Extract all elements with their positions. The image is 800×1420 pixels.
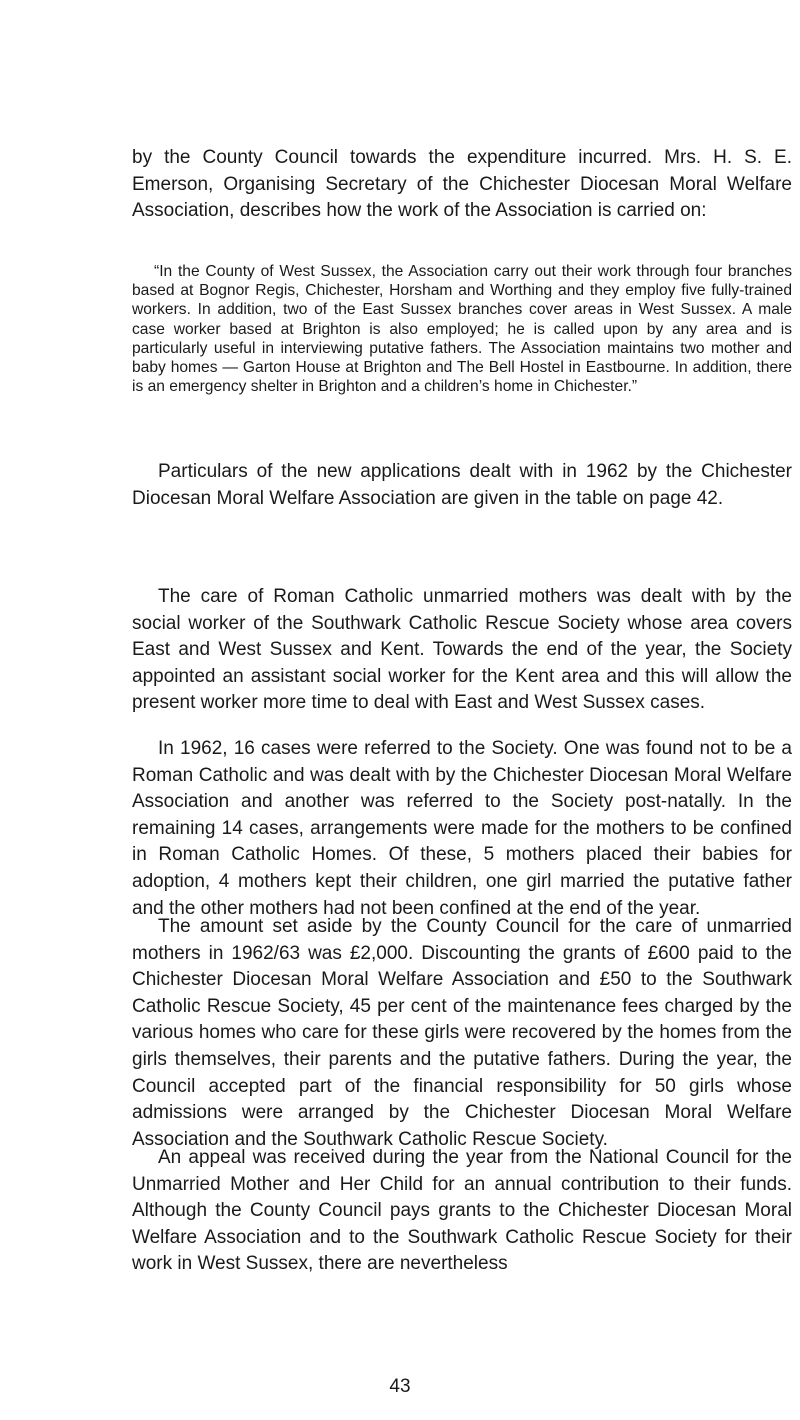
paragraph-appeal: An appeal was received during the year from the National Council for the Unmarried Mother and Her Child for an annual contribution to their funds. Although the County Council pays grants to the Chichester Diocesan Moral Welfare Association and to the Southwark Catholic Rescue Society for their work in West Sussex, there are nevertheless — [132, 1147, 792, 1275]
paragraph-cases-1962: In 1962, 16 cases were referred to the Society. One was found not to be a Roman Catholic and was dealt with by the Chichester Diocesan Moral Welfare Association and another was referred to the Society post-natally. In the remaining 14 cases, arrangements were made for the mothers to be confined in Roman Catholic Homes. Of these, 5 mothers placed their babies for adoption, 4 mothers kept their children, one girl married the putative father and the other mothers had not been confined at the end of the year. — [132, 738, 792, 919]
page-number: 43 — [389, 1376, 411, 1397]
paragraph-roman-catholic-care: The care of Roman Catholic unmarried mothers was dealt with by the social worker of the Southwark Catholic Rescue Society whose area covers East and West Sussex and Kent. Towards the end of the year, the Society appointed an assistant social worker for the Kent area and this will allow the present worker more time to deal with East and West Sussex cases. — [132, 586, 792, 714]
paragraph-amount-set-aside: The amount set aside by the County Council for the care of unmarried mothers in 1962/63 was £2,000. Discounting the grants of £600 paid to the Chichester Diocesan Moral Welfare Association and £50 to the Southwark Catholic Rescue Society, 45 per cent of the maintenance fees charged by the various homes who care for these girls were recovered by the homes from the girls themselves, their parents and the putative fathers. During the year, the Council accepted part of the financial responsibility for 50 girls whose admissions were arranged by the Chichester Diocesan Moral Welfare Association and the Southwark Catholic Rescue Society. — [132, 916, 792, 1150]
paragraph-continuation: by the County Council towards the expenditure incurred. Mrs. H. S. E. Emerson, Organising Secretary of the Chichester Diocesan Moral Welfare Association, describes how the work of the Association is carried on: — [132, 147, 792, 222]
block-quote: “In the County of West Sussex, the Association carry out their work through four branches based at Bognor Regis, Chichester, Horsham and Worthing and they employ five fully-trained workers. In addition, two of the East Sussex branches cover areas in West Sussex. A male case worker based at Brighton is also employed; he is called upon by any area and is particularly useful in interviewing putative fathers. The Association maintains two mother and baby homes — Garton House at Brighton and The Bell Hostel in Eastbourne. In addition, there is an emergency shelter in Brighton and a children’s home in Chichester.” — [132, 263, 792, 396]
paragraph-particulars: Particulars of the new applications dealt with in 1962 by the Chichester Diocesan Moral Welfare Association are given in the table on page 42. — [132, 461, 792, 509]
